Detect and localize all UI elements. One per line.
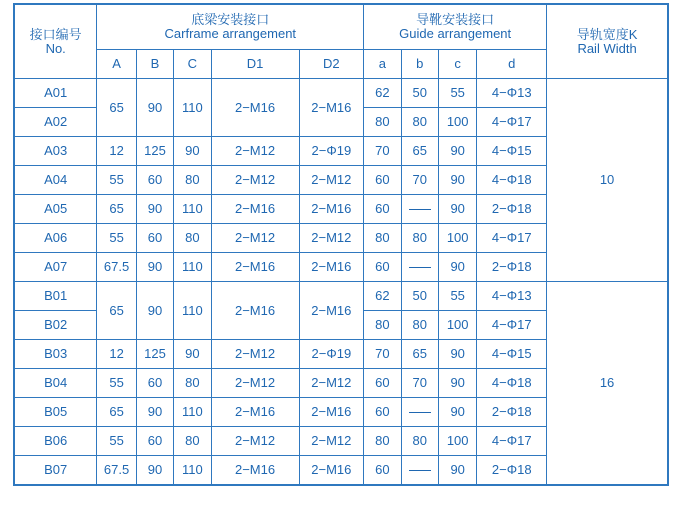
cell-D2: 2−M16 — [299, 398, 364, 427]
subheader-B: B — [136, 50, 173, 79]
cell-C: 80 — [174, 369, 211, 398]
carframe-en-label: Carframe arrangement — [164, 26, 297, 41]
cell-D2: 2−M16 — [299, 195, 364, 224]
cell-d: 4−Φ18 — [477, 166, 547, 195]
cell-d: 2−Φ18 — [477, 195, 547, 224]
interface-spec-table — [13, 3, 669, 486]
cell-d: 2−Φ18 — [477, 456, 547, 486]
cell-c: 100 — [438, 427, 476, 456]
cell-D2: 2−Φ19 — [299, 340, 364, 369]
cell-no: B01 — [14, 282, 97, 311]
cell-c: 100 — [438, 224, 476, 253]
cell-A: 65 — [97, 79, 136, 137]
cell-C: 110 — [174, 79, 211, 137]
cell-C: 110 — [174, 282, 211, 340]
cell-b: 80 — [401, 224, 438, 253]
cell-b: 50 — [401, 282, 438, 311]
table-row — [14, 282, 668, 311]
cell-b: 80 — [401, 427, 438, 456]
cell-d: 2−Φ18 — [477, 398, 547, 427]
cell-c: 90 — [438, 253, 476, 282]
cell-A: 55 — [97, 427, 136, 456]
cell-no: A02 — [14, 108, 97, 137]
rail-en-label: Rail Width — [577, 40, 637, 56]
cell-D1: 2−M12 — [211, 340, 299, 369]
cell-a: 80 — [364, 311, 401, 340]
cell-b — [401, 253, 438, 282]
subheader-D1: D1 — [211, 50, 299, 79]
cell-B: 90 — [136, 253, 173, 282]
dash-mark — [409, 470, 431, 471]
cell-B: 90 — [136, 79, 173, 137]
cell-A: 65 — [97, 282, 136, 340]
no-en-label: No. — [45, 40, 66, 56]
cell-a: 62 — [364, 79, 401, 108]
cell-no: B04 — [14, 369, 97, 398]
cell-D1: 2−M12 — [211, 166, 299, 195]
cell-c: 90 — [438, 398, 476, 427]
cell-b: 50 — [401, 79, 438, 108]
cell-d: 4−Φ17 — [477, 108, 547, 137]
cell-b — [401, 456, 438, 486]
cell-A: 65 — [97, 398, 136, 427]
cell-d: 2−Φ18 — [477, 253, 547, 282]
cell-D1: 2−M16 — [211, 253, 299, 282]
cell-no: A03 — [14, 137, 97, 166]
cell-a: 70 — [364, 340, 401, 369]
cell-c: 100 — [438, 108, 476, 137]
cell-B: 125 — [136, 340, 173, 369]
cell-B: 90 — [136, 195, 173, 224]
cell-C: 110 — [174, 195, 211, 224]
spec-table-container — [13, 3, 669, 486]
cell-C: 110 — [174, 398, 211, 427]
cell-c: 90 — [438, 137, 476, 166]
cell-A: 12 — [97, 340, 136, 369]
subheader-a: a — [364, 50, 401, 79]
col-header-rail-width — [547, 4, 668, 79]
rail-cn-label: 导轨宽度K — [576, 26, 638, 42]
cell-a: 60 — [364, 166, 401, 195]
dash-mark — [409, 267, 431, 268]
cell-b — [401, 398, 438, 427]
cell-C: 80 — [174, 427, 211, 456]
cell-no: B06 — [14, 427, 97, 456]
no-cn-label: 接口编号 — [29, 26, 82, 42]
cell-no: A05 — [14, 195, 97, 224]
cell-b: 70 — [401, 369, 438, 398]
cell-B: 60 — [136, 427, 173, 456]
cell-A: 55 — [97, 166, 136, 195]
cell-D2: 2−M12 — [299, 369, 364, 398]
cell-d: 4−Φ17 — [477, 311, 547, 340]
cell-c: 90 — [438, 195, 476, 224]
cell-A: 55 — [97, 369, 136, 398]
cell-rail-width: 16 — [547, 282, 668, 486]
cell-D1: 2−M12 — [211, 137, 299, 166]
cell-D1: 2−M12 — [211, 369, 299, 398]
cell-D2: 2−M12 — [299, 224, 364, 253]
cell-a: 60 — [364, 398, 401, 427]
cell-c: 90 — [438, 340, 476, 369]
col-header-guide — [364, 4, 547, 50]
cell-D2: 2−M12 — [299, 166, 364, 195]
col-header-no — [14, 4, 97, 79]
cell-no: A06 — [14, 224, 97, 253]
subheader-A: A — [97, 50, 136, 79]
cell-D1: 2−M12 — [211, 427, 299, 456]
cell-d: 4−Φ13 — [477, 79, 547, 108]
cell-b — [401, 195, 438, 224]
cell-A: 12 — [97, 137, 136, 166]
table-body — [14, 79, 668, 486]
cell-C: 90 — [174, 340, 211, 369]
cell-c: 90 — [438, 166, 476, 195]
cell-A: 67.5 — [97, 456, 136, 486]
cell-a: 80 — [364, 224, 401, 253]
cell-A: 65 — [97, 195, 136, 224]
cell-no: B07 — [14, 456, 97, 486]
cell-D2: 2−M16 — [299, 79, 364, 137]
header-row-main — [14, 4, 668, 50]
cell-D1: 2−M16 — [211, 456, 299, 486]
subheader-d: d — [477, 50, 547, 79]
cell-B: 60 — [136, 369, 173, 398]
subheader-D2: D2 — [299, 50, 364, 79]
cell-c: 55 — [438, 282, 476, 311]
cell-no: A07 — [14, 253, 97, 282]
subheader-c: c — [438, 50, 476, 79]
dash-mark — [409, 412, 431, 413]
subheader-b: b — [401, 50, 438, 79]
cell-d: 4−Φ15 — [477, 137, 547, 166]
cell-D1: 2−M16 — [211, 398, 299, 427]
table-row — [14, 79, 668, 108]
cell-a: 60 — [364, 195, 401, 224]
cell-d: 4−Φ15 — [477, 340, 547, 369]
cell-A: 67.5 — [97, 253, 136, 282]
cell-D2: 2−M16 — [299, 253, 364, 282]
cell-a: 60 — [364, 253, 401, 282]
cell-a: 80 — [364, 108, 401, 137]
cell-b: 80 — [401, 108, 438, 137]
cell-D1: 2−M16 — [211, 79, 299, 137]
cell-D1: 2−M16 — [211, 282, 299, 340]
cell-no: B02 — [14, 311, 97, 340]
cell-B: 60 — [136, 166, 173, 195]
cell-B: 90 — [136, 282, 173, 340]
cell-rail-width: 10 — [547, 79, 668, 282]
cell-A: 55 — [97, 224, 136, 253]
cell-d: 4−Φ18 — [477, 369, 547, 398]
cell-B: 125 — [136, 137, 173, 166]
cell-a: 60 — [364, 456, 401, 486]
cell-b: 65 — [401, 340, 438, 369]
guide-en-label: Guide arrangement — [399, 26, 512, 41]
cell-no: A04 — [14, 166, 97, 195]
cell-C: 90 — [174, 137, 211, 166]
cell-C: 80 — [174, 224, 211, 253]
cell-D2: 2−M16 — [299, 456, 364, 486]
cell-d: 4−Φ17 — [477, 427, 547, 456]
subheader-C: C — [174, 50, 211, 79]
cell-C: 80 — [174, 166, 211, 195]
cell-C: 110 — [174, 253, 211, 282]
cell-c: 90 — [438, 456, 476, 486]
cell-B: 60 — [136, 224, 173, 253]
cell-a: 80 — [364, 427, 401, 456]
cell-a: 70 — [364, 137, 401, 166]
cell-c: 90 — [438, 369, 476, 398]
cell-B: 90 — [136, 398, 173, 427]
carframe-cn-label: 底梁安装接口 — [191, 12, 270, 27]
cell-d: 4−Φ17 — [477, 224, 547, 253]
cell-B: 90 — [136, 456, 173, 486]
cell-D1: 2−M16 — [211, 195, 299, 224]
cell-D1: 2−M12 — [211, 224, 299, 253]
cell-b: 65 — [401, 137, 438, 166]
cell-b: 80 — [401, 311, 438, 340]
dash-mark — [409, 209, 431, 210]
cell-a: 60 — [364, 369, 401, 398]
cell-c: 55 — [438, 79, 476, 108]
cell-no: B05 — [14, 398, 97, 427]
cell-c: 100 — [438, 311, 476, 340]
cell-D2: 2−M12 — [299, 427, 364, 456]
col-header-carframe — [97, 4, 364, 50]
cell-d: 4−Φ13 — [477, 282, 547, 311]
guide-cn-label: 导靴安装接口 — [416, 12, 495, 27]
cell-a: 62 — [364, 282, 401, 311]
cell-C: 110 — [174, 456, 211, 486]
cell-no: A01 — [14, 79, 97, 108]
cell-D2: 2−M16 — [299, 282, 364, 340]
cell-b: 70 — [401, 166, 438, 195]
cell-no: B03 — [14, 340, 97, 369]
cell-D2: 2−Φ19 — [299, 137, 364, 166]
